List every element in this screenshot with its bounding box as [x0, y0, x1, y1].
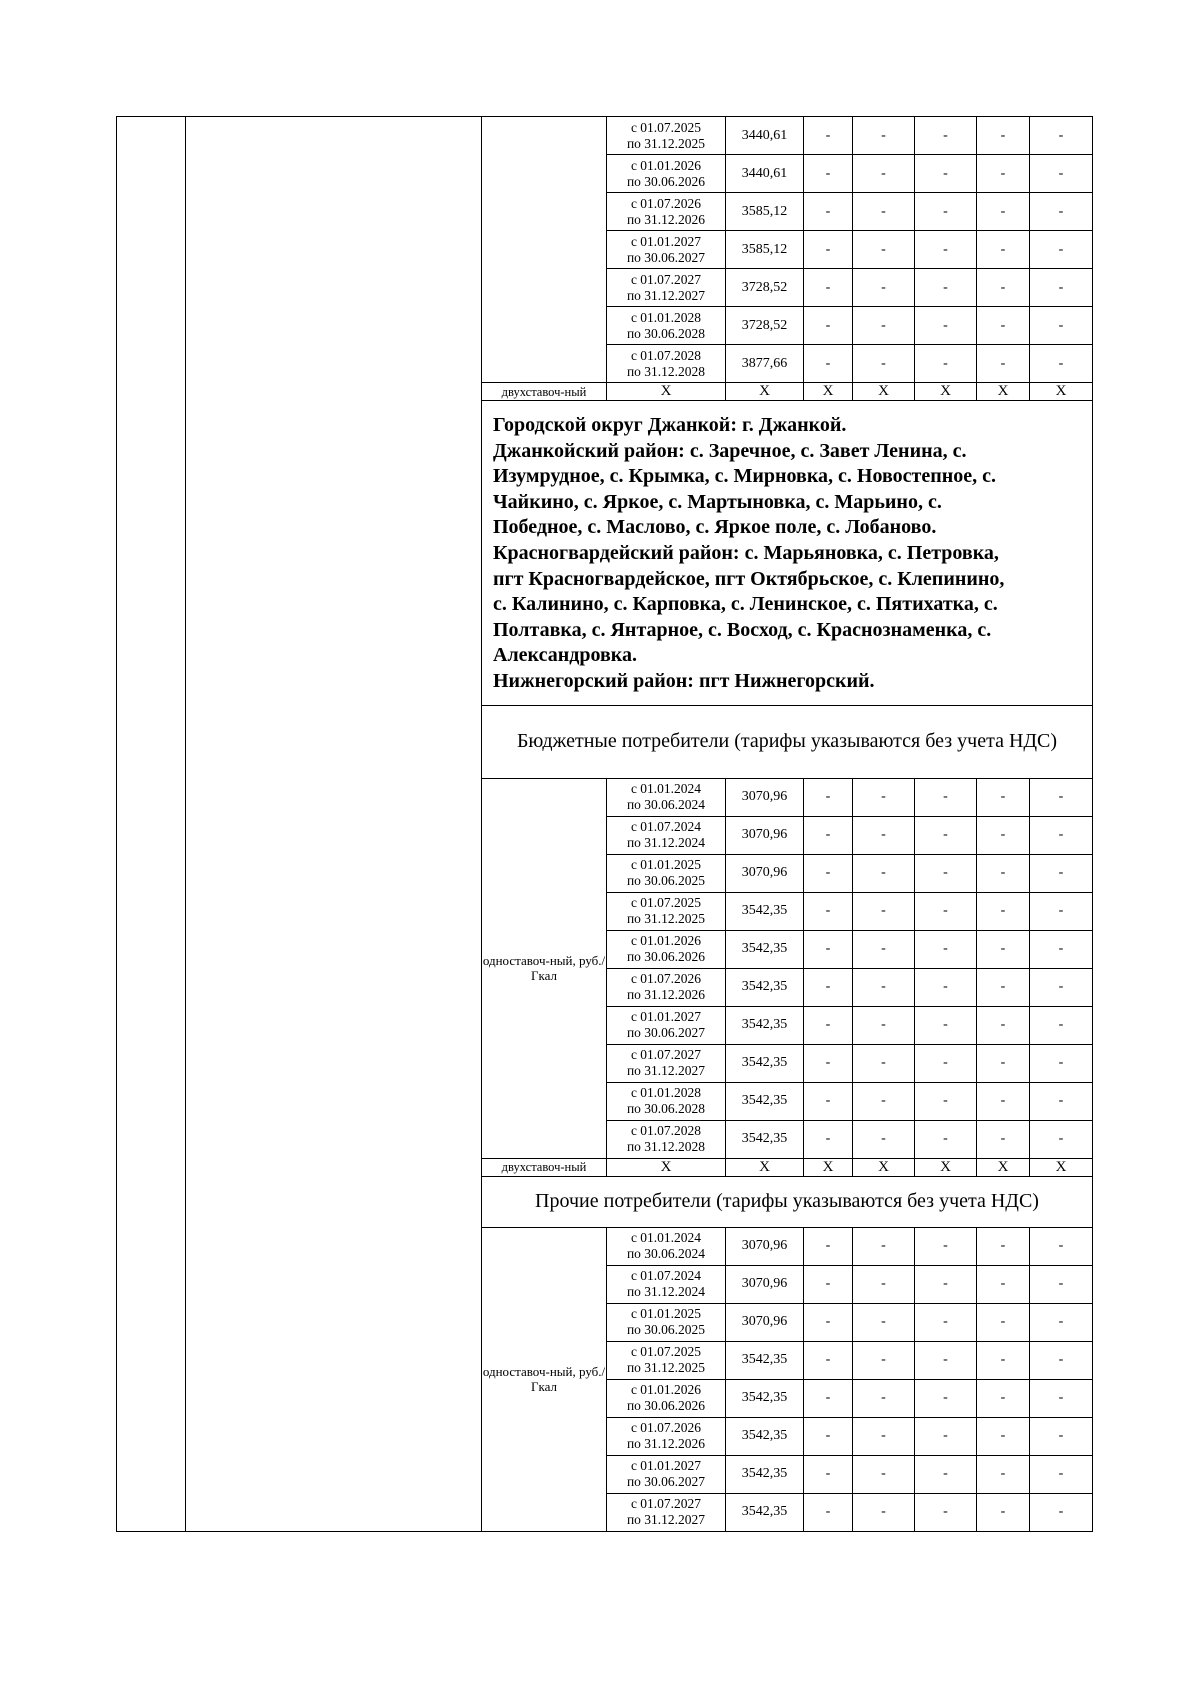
period-cell [607, 854, 726, 892]
empty-value: - [1030, 816, 1093, 854]
empty-value: - [804, 1227, 853, 1265]
empty-value: - [853, 1006, 915, 1044]
empty-value: - [915, 1341, 977, 1379]
period-cell [607, 1006, 726, 1044]
region-line: Городской округ Джанкой: г. Джанкой. [493, 414, 847, 436]
empty-value: - [853, 231, 915, 269]
empty-value: - [853, 345, 915, 383]
empty-value: - [1030, 892, 1093, 930]
period-cell [607, 1379, 726, 1417]
empty-value: - [853, 1044, 915, 1082]
empty-value: - [977, 1082, 1030, 1120]
period-cell [607, 816, 726, 854]
empty-value: - [1030, 930, 1093, 968]
period-cell [607, 231, 726, 269]
empty-value: - [915, 117, 977, 155]
period-cell [607, 155, 726, 193]
empty-value: - [804, 854, 853, 892]
empty-value: - [853, 1265, 915, 1303]
period-cell [607, 307, 726, 345]
period-end: по 30.06.2027 [626, 1025, 706, 1041]
empty-value: - [804, 968, 853, 1006]
period-start: с 01.07.2027 [630, 1496, 702, 1512]
tariff-value: 3877,66 [726, 345, 804, 383]
period-start: с 01.01.2028 [630, 1085, 702, 1101]
empty-value: - [1030, 269, 1093, 307]
empty-value: - [853, 1455, 915, 1493]
organization-cell [186, 117, 482, 1532]
period-start: с 01.01.2026 [630, 933, 702, 949]
empty-value: - [1030, 231, 1093, 269]
period-cell [607, 193, 726, 231]
period-end: по 31.12.2025 [626, 135, 706, 151]
empty-value: - [915, 1417, 977, 1455]
tariff-value: 3070,96 [726, 778, 804, 816]
tariff-value: 3728,52 [726, 269, 804, 307]
region-line: пгт Красногвардейское, пгт Октябрьское, с. Клепинино, [493, 567, 1005, 590]
empty-value: - [1030, 1379, 1093, 1417]
period-end: по 31.12.2024 [626, 1284, 706, 1300]
period-cell [607, 1455, 726, 1493]
empty-value: - [977, 193, 1030, 231]
empty-value: - [977, 778, 1030, 816]
empty-value: - [853, 1082, 915, 1120]
empty-value: - [977, 816, 1030, 854]
empty-value: - [804, 778, 853, 816]
empty-value: - [853, 1493, 915, 1531]
single-rate-label: одноставоч-ный, руб./Гкал [482, 1227, 607, 1531]
tariff-value: 3542,35 [726, 1455, 804, 1493]
period-cell [607, 1265, 726, 1303]
empty-value: - [915, 1265, 977, 1303]
single-rate-label [482, 117, 607, 383]
empty-value: - [977, 117, 1030, 155]
empty-value: - [804, 231, 853, 269]
tariff-value: 3542,35 [726, 1044, 804, 1082]
period-end: по 30.06.2027 [626, 249, 706, 265]
period-cell [607, 1303, 726, 1341]
table-row [117, 117, 1093, 155]
empty-value: - [915, 854, 977, 892]
region-line: Александровка. [493, 644, 637, 667]
period-cell [607, 1044, 726, 1082]
row-number-cell [117, 117, 186, 1532]
empty-value: - [915, 307, 977, 345]
empty-value: - [977, 1455, 1030, 1493]
period-start: с 01.01.2028 [630, 309, 702, 325]
period-start: с 01.07.2025 [630, 1344, 702, 1360]
not-applicable-mark: Х [977, 1158, 1030, 1176]
period-end: по 30.06.2028 [626, 325, 706, 341]
period-end: по 31.12.2026 [626, 987, 706, 1003]
region-line: Победное, с. Маслово, с. Яркое поле, с. Лобаново. [493, 516, 937, 539]
period-end: по 31.12.2026 [626, 211, 706, 227]
empty-value: - [977, 1379, 1030, 1417]
tariff-value: 3542,35 [726, 968, 804, 1006]
empty-value: - [915, 1303, 977, 1341]
tariff-value: 3440,61 [726, 117, 804, 155]
empty-value: - [804, 1044, 853, 1082]
period-start: с 01.07.2024 [630, 1268, 702, 1284]
empty-value: - [1030, 1493, 1093, 1531]
empty-value: - [853, 892, 915, 930]
period-cell [607, 968, 726, 1006]
consumer-group-heading: Бюджетные потребители (тарифы указываются без учета НДС) [482, 705, 1093, 778]
period-end: по 31.12.2024 [626, 835, 706, 851]
empty-value: - [915, 930, 977, 968]
empty-value: - [804, 1303, 853, 1341]
empty-value: - [804, 1493, 853, 1531]
not-applicable-mark: Х [726, 1158, 804, 1176]
period-cell [607, 892, 726, 930]
region-line: Красногвардейский район: с. Марьяновка, с. Петровка, [493, 541, 999, 564]
tariff-value: 3542,35 [726, 930, 804, 968]
empty-value: - [804, 155, 853, 193]
period-end: по 31.12.2027 [626, 1063, 706, 1079]
empty-value: - [853, 854, 915, 892]
empty-value: - [977, 269, 1030, 307]
two-rate-label: двухставоч-ный [482, 383, 607, 401]
empty-value: - [804, 1341, 853, 1379]
tariff-value: 3070,96 [726, 854, 804, 892]
tariff-value: 3070,96 [726, 1303, 804, 1341]
period-end: по 30.06.2026 [626, 173, 706, 189]
not-applicable-mark: Х [804, 1158, 853, 1176]
tariff-value: 3542,35 [726, 892, 804, 930]
empty-value: - [853, 1227, 915, 1265]
period-end: по 31.12.2025 [626, 911, 706, 927]
not-applicable-mark: Х [915, 383, 977, 401]
empty-value: - [915, 193, 977, 231]
tariff-table [116, 116, 1093, 1532]
empty-value: - [977, 1120, 1030, 1158]
empty-value: - [804, 1265, 853, 1303]
empty-value: - [977, 155, 1030, 193]
empty-value: - [915, 1493, 977, 1531]
tariff-value: 3542,35 [726, 1493, 804, 1531]
region-line: Чайкино, с. Яркое, с. Мартыновка, с. Марьино, с. [493, 490, 942, 513]
region-line: Изумрудное, с. Крымка, с. Мирновка, с. Новостепное, с. [493, 465, 997, 488]
period-cell [607, 1082, 726, 1120]
not-applicable-mark: Х [915, 1158, 977, 1176]
empty-value: - [804, 1379, 853, 1417]
empty-value: - [804, 1120, 853, 1158]
period-start: с 01.01.2025 [630, 1306, 702, 1322]
empty-value: - [977, 968, 1030, 1006]
period-start: с 01.01.2025 [630, 857, 702, 873]
period-start: с 01.07.2027 [630, 271, 702, 287]
period-start: с 01.07.2028 [630, 1123, 702, 1139]
consumer-group-heading: Прочие потребители (тарифы указываются без учета НДС) [482, 1176, 1093, 1227]
empty-value: - [915, 778, 977, 816]
empty-value: - [804, 1455, 853, 1493]
single-rate-label: одноставоч-ный, руб./Гкал [482, 778, 607, 1158]
empty-value: - [915, 1227, 977, 1265]
empty-value: - [1030, 968, 1093, 1006]
period-end: по 31.12.2028 [626, 363, 706, 379]
period-end: по 31.12.2026 [626, 1436, 706, 1452]
period-end: по 30.06.2026 [626, 949, 706, 965]
empty-value: - [1030, 1044, 1093, 1082]
period-end: по 31.12.2028 [626, 1139, 706, 1155]
period-start: с 01.01.2026 [630, 1382, 702, 1398]
empty-value: - [1030, 854, 1093, 892]
not-applicable-mark: Х [607, 1158, 726, 1176]
period-end: по 31.12.2027 [626, 1512, 706, 1528]
empty-value: - [915, 1455, 977, 1493]
empty-value: - [977, 1303, 1030, 1341]
period-start: с 01.07.2026 [630, 971, 702, 987]
period-cell [607, 345, 726, 383]
tariff-value: 3542,35 [726, 1006, 804, 1044]
empty-value: - [1030, 1417, 1093, 1455]
period-start: с 01.01.2024 [630, 781, 702, 797]
empty-value: - [1030, 307, 1093, 345]
empty-value: - [977, 854, 1030, 892]
empty-value: - [915, 231, 977, 269]
tariff-value: 3542,35 [726, 1379, 804, 1417]
period-end: по 30.06.2027 [626, 1474, 706, 1490]
empty-value: - [977, 307, 1030, 345]
not-applicable-mark: Х [1030, 1158, 1093, 1176]
empty-value: - [853, 155, 915, 193]
empty-value: - [853, 816, 915, 854]
region-line: с. Калинино, с. Карповка, с. Ленинское, с. Пятихатка, с. [493, 593, 998, 616]
period-cell [607, 1417, 726, 1455]
empty-value: - [853, 1341, 915, 1379]
empty-value: - [977, 1044, 1030, 1082]
empty-value: - [977, 1265, 1030, 1303]
empty-value: - [804, 269, 853, 307]
empty-value: - [853, 269, 915, 307]
empty-value: - [915, 1120, 977, 1158]
not-applicable-mark: Х [853, 1158, 915, 1176]
period-start: с 01.07.2027 [630, 1047, 702, 1063]
period-start: с 01.07.2025 [630, 895, 702, 911]
empty-value: - [915, 269, 977, 307]
period-start: с 01.07.2026 [630, 1420, 702, 1436]
empty-value: - [853, 930, 915, 968]
empty-value: - [1030, 1006, 1093, 1044]
empty-value: - [977, 930, 1030, 968]
period-end: по 30.06.2025 [626, 1322, 706, 1338]
empty-value: - [804, 193, 853, 231]
period-cell [607, 930, 726, 968]
empty-value: - [1030, 1120, 1093, 1158]
empty-value: - [915, 1044, 977, 1082]
not-applicable-mark: Х [804, 383, 853, 401]
not-applicable-mark: Х [977, 383, 1030, 401]
period-cell [607, 117, 726, 155]
empty-value: - [915, 892, 977, 930]
period-start: с 01.01.2026 [630, 157, 702, 173]
region-list [482, 401, 1093, 706]
period-end: по 30.06.2028 [626, 1101, 706, 1117]
empty-value: - [915, 1379, 977, 1417]
empty-value: - [1030, 193, 1093, 231]
period-cell [607, 778, 726, 816]
empty-value: - [853, 778, 915, 816]
empty-value: - [977, 1493, 1030, 1531]
tariff-value: 3728,52 [726, 307, 804, 345]
period-end: по 30.06.2024 [626, 1246, 706, 1262]
tariff-value: 3070,96 [726, 816, 804, 854]
empty-value: - [804, 1082, 853, 1120]
region-line: Джанкойский район: с. Заречное, с. Завет Ленина, с. [493, 439, 967, 462]
period-end: по 31.12.2027 [626, 287, 706, 303]
empty-value: - [1030, 1341, 1093, 1379]
empty-value: - [804, 117, 853, 155]
empty-value: - [915, 1082, 977, 1120]
period-start: с 01.01.2027 [630, 1009, 702, 1025]
empty-value: - [804, 307, 853, 345]
empty-value: - [977, 1341, 1030, 1379]
tariff-value: 3585,12 [726, 193, 804, 231]
tariff-value: 3542,35 [726, 1082, 804, 1120]
empty-value: - [804, 816, 853, 854]
empty-value: - [853, 193, 915, 231]
region-line: Полтавка, с. Янтарное, с. Восход, с. Краснознаменка, с. [493, 618, 992, 641]
empty-value: - [977, 231, 1030, 269]
empty-value: - [853, 968, 915, 1006]
empty-value: - [1030, 155, 1093, 193]
period-start: с 01.01.2027 [630, 1458, 702, 1474]
tariff-value: 3070,96 [726, 1227, 804, 1265]
empty-value: - [915, 816, 977, 854]
two-rate-label: двухставоч-ный [482, 1158, 607, 1176]
tariff-value: 3585,12 [726, 231, 804, 269]
period-cell [607, 1493, 726, 1531]
empty-value: - [1030, 345, 1093, 383]
empty-value: - [804, 1006, 853, 1044]
empty-value: - [853, 1417, 915, 1455]
empty-value: - [804, 345, 853, 383]
empty-value: - [804, 930, 853, 968]
not-applicable-mark: Х [1030, 383, 1093, 401]
empty-value: - [977, 1227, 1030, 1265]
empty-value: - [1030, 1265, 1093, 1303]
empty-value: - [853, 117, 915, 155]
not-applicable-mark: Х [726, 383, 804, 401]
empty-value: - [1030, 1303, 1093, 1341]
empty-value: - [1030, 1455, 1093, 1493]
period-end: по 31.12.2025 [626, 1360, 706, 1376]
period-end: по 30.06.2024 [626, 797, 706, 813]
empty-value: - [915, 345, 977, 383]
period-start: с 01.07.2024 [630, 819, 702, 835]
period-start: с 01.01.2027 [630, 233, 702, 249]
empty-value: - [804, 892, 853, 930]
empty-value: - [977, 1006, 1030, 1044]
period-end: по 30.06.2026 [626, 1398, 706, 1414]
empty-value: - [853, 307, 915, 345]
tariff-value: 3542,35 [726, 1417, 804, 1455]
tariff-value: 3440,61 [726, 155, 804, 193]
empty-value: - [977, 1417, 1030, 1455]
period-end: по 30.06.2025 [626, 873, 706, 889]
period-start: с 01.01.2024 [630, 1230, 702, 1246]
tariff-value: 3542,35 [726, 1341, 804, 1379]
empty-value: - [977, 892, 1030, 930]
empty-value: - [977, 345, 1030, 383]
period-start: с 01.07.2028 [630, 347, 702, 363]
empty-value: - [1030, 117, 1093, 155]
empty-value: - [915, 968, 977, 1006]
tariff-value: 3542,35 [726, 1120, 804, 1158]
period-start: с 01.07.2026 [630, 195, 702, 211]
region-line: Нижнегорский район: пгт Нижнегорский. [493, 669, 875, 692]
empty-value: - [1030, 1082, 1093, 1120]
tariff-value: 3070,96 [726, 1265, 804, 1303]
period-cell [607, 269, 726, 307]
empty-value: - [853, 1379, 915, 1417]
not-applicable-mark: Х [853, 383, 915, 401]
empty-value: - [915, 1006, 977, 1044]
empty-value: - [1030, 778, 1093, 816]
empty-value: - [1030, 1227, 1093, 1265]
period-cell [607, 1120, 726, 1158]
empty-value: - [853, 1303, 915, 1341]
period-cell [607, 1227, 726, 1265]
period-start: с 01.07.2025 [630, 119, 702, 135]
period-cell [607, 1341, 726, 1379]
empty-value: - [915, 155, 977, 193]
empty-value: - [853, 1120, 915, 1158]
empty-value: - [804, 1417, 853, 1455]
not-applicable-mark: Х [607, 383, 726, 401]
